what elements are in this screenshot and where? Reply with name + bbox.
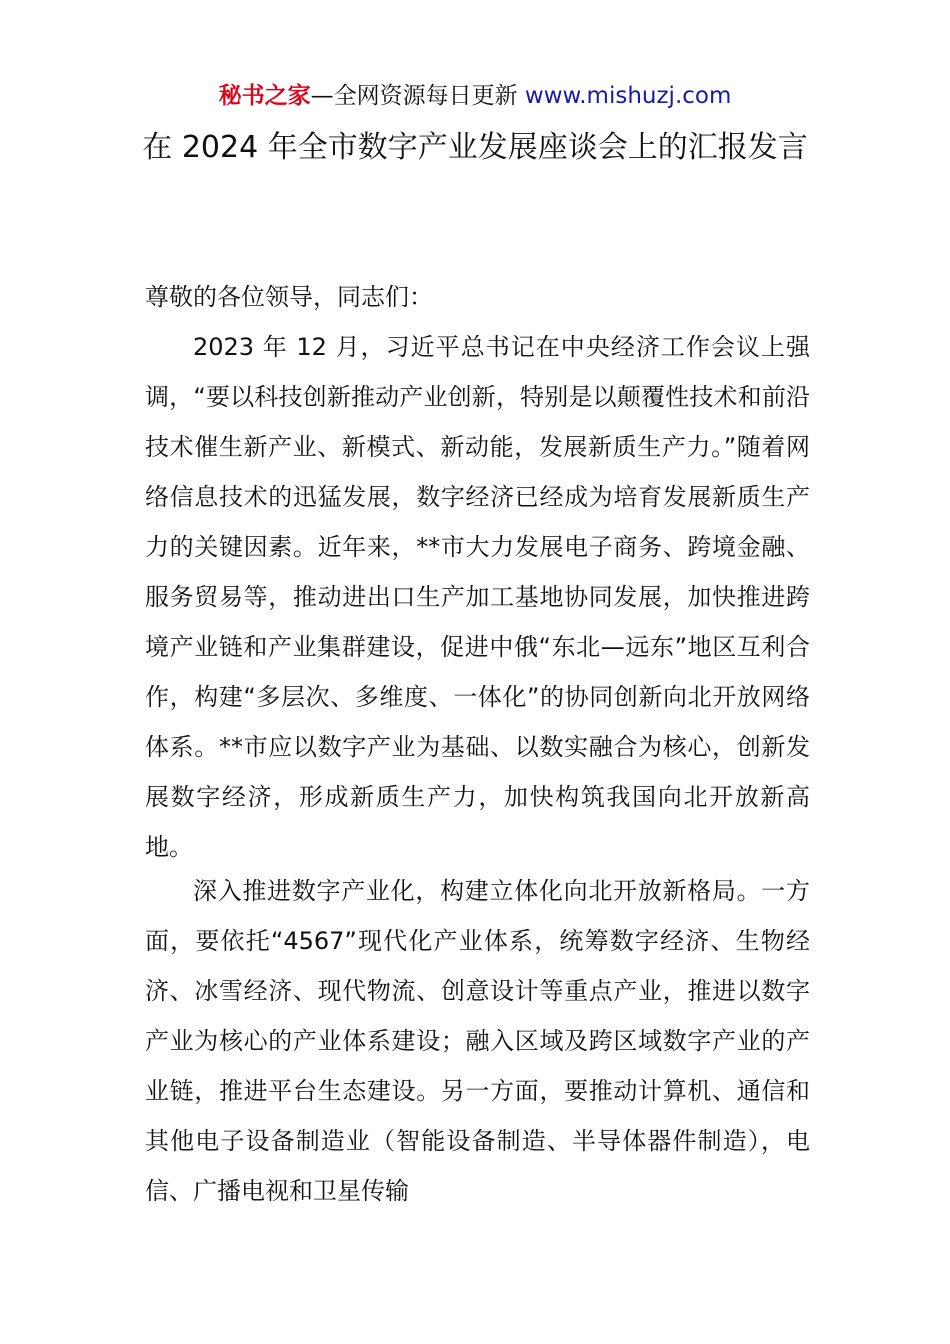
site-url-link[interactable]: www.mishuzj.com <box>524 83 732 109</box>
paragraph-1: 2023 年 12 月，习近平总书记在中央经济工作会议上强调，“要以科技创新推动产业创新，特别是以颠覆性技术和前沿技术催生新产业、新模式、新动能，发展新质生产力。”随着网络信息技术的迅猛发展，数字经济已经成为培育发展新质生产力的关键因素。近年来，**市大力发展电子商务、跨境金融、服务贸易等，推动进出口生产加工基地协同发展，加快推进跨境产业链和产业集群建设，促进中俄“东北—远东”地区互利合作，构建“多层次、多维度、一体化”的协同创新向北开放网络体系。**市应以数字产业为基础、以数实融合为核心，创新发展数字经济，形成新质生产力，加快构筑我国向北开放新高地。 <box>145 333 810 861</box>
salutation: 尊敬的各位领导，同志们： <box>145 283 433 311</box>
site-brand: 秘书之家 <box>218 83 311 109</box>
site-tagline: —全网资源每日更新 <box>310 83 518 109</box>
paragraph-2: 深入推进数字产业化，构建立体化向北开放新格局。一方面，要依托“4567”现代化产业体系，统筹数字经济、生物经济、冰雪经济、现代物流、创意设计等重点产业，推进以数字产业为核心的产业体系建设；融入区域及跨区域数字产业的产业链，推进平台生态建设。另一方面，要推动计算机、通信和其他电子设备制造业（智能设备制造、半导体器件制造），电信、广播电视和卫星传输 <box>145 877 810 1205</box>
site-header <box>0 80 950 112</box>
document-title: 在 2024 年全市数字产业发展座谈会上的汇报发言 <box>142 130 808 165</box>
